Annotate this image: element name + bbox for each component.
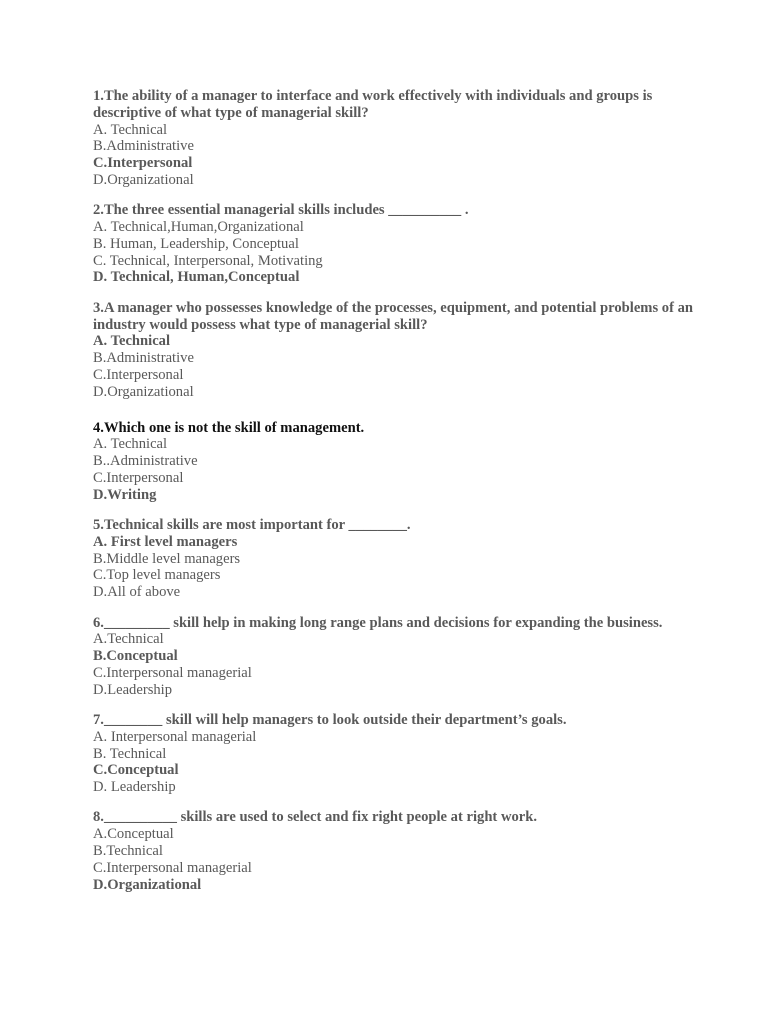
document-page [93, 88, 693, 907]
option-c-correct: C.Conceptual [93, 762, 179, 779]
option-b: B.Administrative [93, 350, 194, 367]
question-2 [93, 202, 693, 286]
option-c: C. Technical, Interpersonal, Motivating [93, 252, 323, 269]
question-stem: 6._________ skill help in making long range plans and decisions for expanding the business. [93, 614, 663, 631]
option-d-correct: D.Organizational [93, 876, 202, 893]
option-b: B.Administrative [93, 138, 194, 155]
option-b-correct: B.Conceptual [93, 648, 178, 665]
option-c: C.Interpersonal [93, 469, 184, 486]
option-b: B..Administrative [93, 453, 198, 470]
option-d: D.Leadership [93, 681, 173, 698]
option-a: A. Technical [93, 436, 168, 453]
question-1 [93, 88, 693, 189]
option-a: A.Conceptual [93, 826, 174, 843]
option-c-correct: C.Interpersonal [93, 155, 193, 172]
question-7 [93, 712, 693, 796]
option-c: C.Interpersonal [93, 366, 184, 383]
option-b: B.Middle level managers [93, 550, 241, 567]
question-stem: 5.Technical skills are most important for ________. [93, 517, 411, 534]
option-a: A. Technical [93, 121, 168, 138]
option-c: C.Interpersonal managerial [93, 859, 252, 876]
option-a-correct: A. First level managers [93, 533, 238, 550]
question-3 [93, 300, 693, 401]
question-stem: 2.The three essential managerial skills includes __________ . [93, 202, 469, 219]
question-5 [93, 517, 693, 601]
option-c: C.Top level managers [93, 567, 221, 584]
option-d-correct: D. Technical, Human,Conceptual [93, 269, 300, 286]
question-6 [93, 615, 693, 699]
question-stem: 3.A manager who possesses knowledge of the processes, equipment, and potential problems of an industry would possess what type of managerial skill? [93, 299, 694, 333]
option-b: B. Human, Leadership, Conceptual [93, 235, 299, 252]
option-a: A.Technical [93, 631, 164, 648]
option-a: A. Technical,Human,Organizational [93, 219, 304, 236]
option-a: A. Interpersonal managerial [93, 728, 257, 745]
option-b: B.Technical [93, 843, 163, 860]
option-d-correct: D.Writing [93, 486, 157, 503]
question-stem: 4.Which one is not the skill of management. [93, 419, 365, 436]
question-8 [93, 809, 693, 893]
option-d: D.All of above [93, 584, 181, 601]
option-d: D.Organizational [93, 383, 194, 400]
option-d: D.Organizational [93, 171, 194, 188]
option-b: B. Technical [93, 745, 167, 762]
option-c: C.Interpersonal managerial [93, 664, 252, 681]
option-a-correct: A. Technical [93, 333, 171, 350]
question-stem: 8.__________ skills are used to select and fix right people at right work. [93, 809, 538, 826]
question-stem: 1.The ability of a manager to interface and work effectively with individuals and groups is descriptive of what type of managerial skill? [93, 88, 653, 121]
question-4 [93, 420, 693, 504]
question-stem: 7.________ skill will help managers to look outside their department’s goals. [93, 712, 567, 728]
option-d: D. Leadership [93, 779, 176, 796]
